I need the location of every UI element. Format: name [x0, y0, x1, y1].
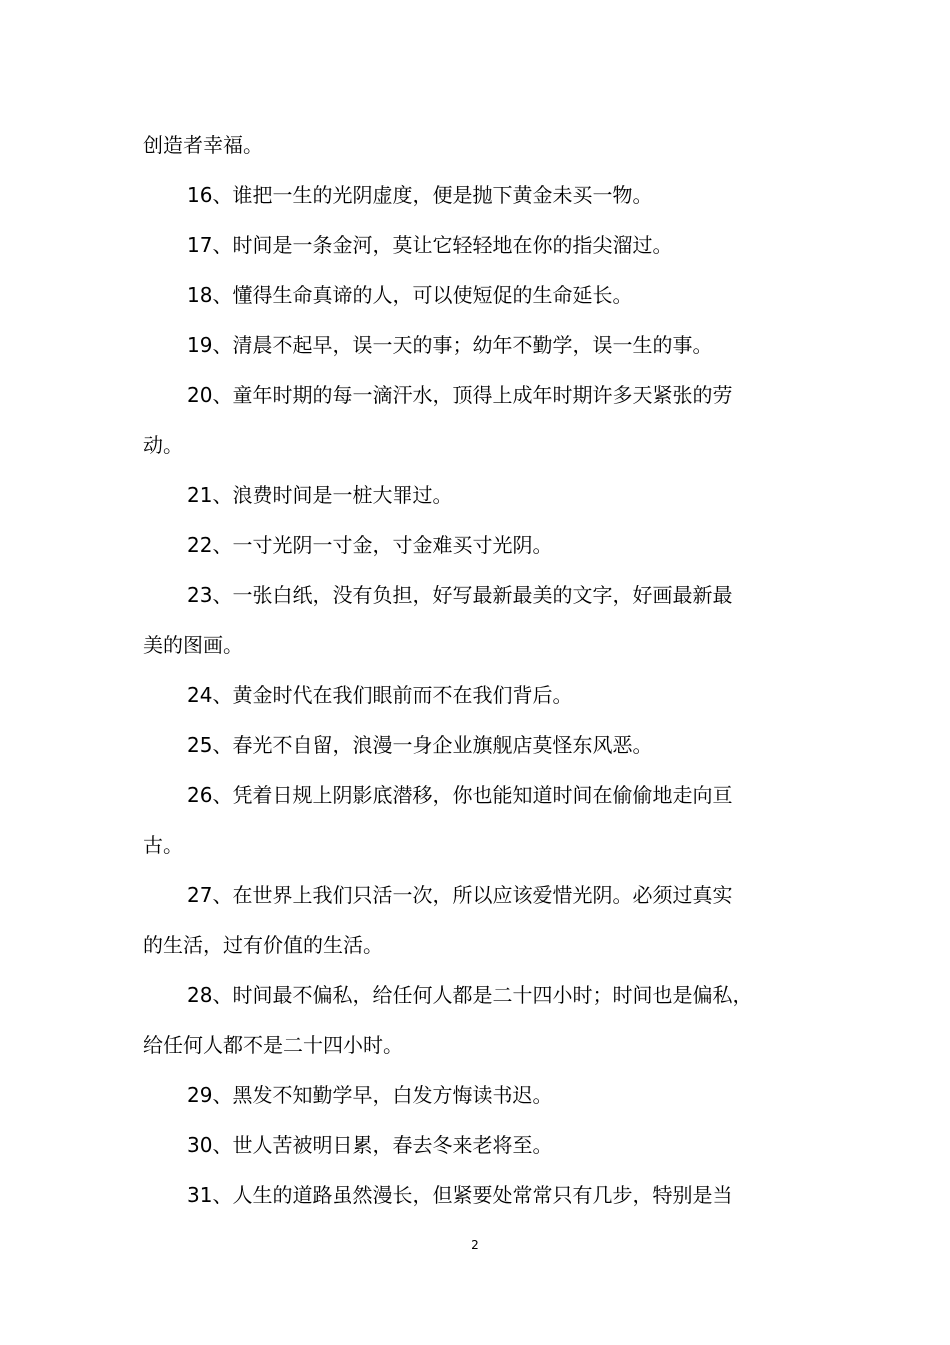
text-line: 动。 [143, 433, 183, 457]
text-line: 给任何人都不是二十四小时。 [143, 1033, 403, 1057]
text-line: 29、黑发不知勤学早，白发方悔读书迟。 [187, 1083, 553, 1107]
text-line: 17、时间是一条金河，莫让它轻轻地在你的指尖溜过。 [187, 233, 673, 257]
text-line: 22、一寸光阴一寸金，寸金难买寸光阴。 [187, 533, 553, 557]
text-line: 31、人生的道路虽然漫长，但紧要处常常只有几步，特别是当 [187, 1183, 733, 1207]
text-line: 古。 [143, 833, 183, 857]
text-line: 18、懂得生命真谛的人，可以使短促的生命延长。 [187, 283, 633, 307]
text-line: 20、童年时期的每一滴汗水，顶得上成年时期许多天紧张的劳 [187, 383, 733, 407]
text-line: 21、浪费时间是一桩大罪过。 [187, 483, 453, 507]
body-text [143, 120, 773, 1220]
text-line: 24、黄金时代在我们眼前而不在我们背后。 [187, 683, 573, 707]
text-line: 19、清晨不起早，误一天的事；幼年不勤学，误一生的事。 [187, 333, 713, 357]
text-line: 创造者幸福。 [143, 133, 263, 157]
text-line: 30、世人苦被明日累，春去冬来老将至。 [187, 1133, 553, 1157]
text-line: 23、一张白纸，没有负担，好写最新最美的文字，好画最新最 [187, 583, 733, 607]
text-line: 28、时间最不偏私，给任何人都是二十四小时；时间也是偏私， [187, 983, 753, 1007]
text-line: 25、春光不自留，浪漫一身企业旗舰店莫怪东风恶。 [187, 733, 653, 757]
text-line: 的生活，过有价值的生活。 [143, 933, 383, 957]
text-line: 27、在世界上我们只活一次，所以应该爱惜光阴。必须过真实 [187, 883, 733, 907]
text-line: 美的图画。 [143, 633, 243, 657]
page-number: 2 [471, 1238, 479, 1252]
text-line: 16、谁把一生的光阴虚度，便是抛下黄金未买一物。 [187, 183, 653, 207]
text-line: 26、凭着日规上阴影底潜移，你也能知道时间在偷偷地走向亘 [187, 783, 733, 807]
